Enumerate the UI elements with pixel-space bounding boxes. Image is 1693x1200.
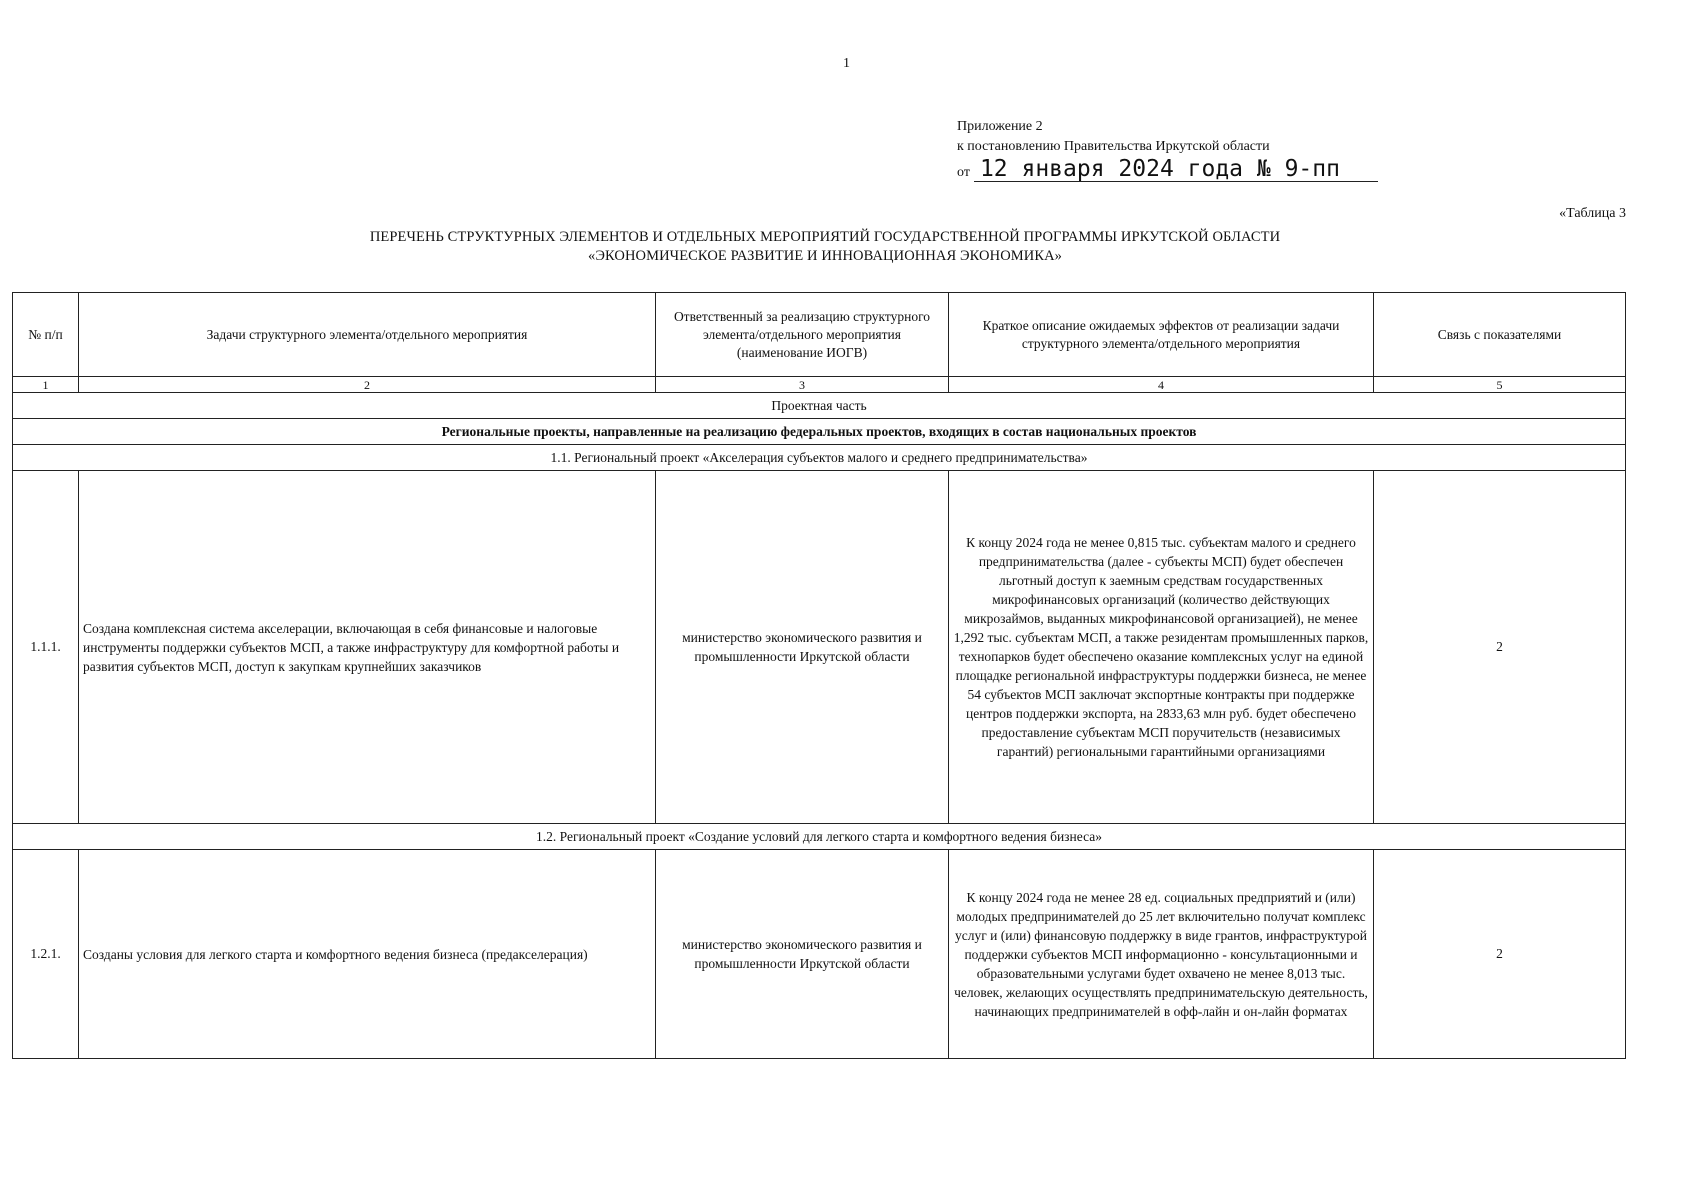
section-row xyxy=(13,824,1626,850)
row-indicator: 2 xyxy=(1374,850,1626,1059)
column-number: 1 xyxy=(13,377,79,393)
row-number: 1.1.1. xyxy=(13,471,79,824)
appendix-decree: к постановлению Правительства Иркутской области xyxy=(957,139,1270,154)
document-title xyxy=(0,228,1650,266)
header-responsible: Ответственный за реализацию структурного элемента/отдельного мероприятия (наименование ИОГВ) xyxy=(656,293,949,377)
row-task: Созданы условия для легкого старта и комфортного ведения бизнеса (предакселерация) xyxy=(79,850,656,1059)
appendix-date: 12 января 2024 года № 9-пп xyxy=(974,157,1378,182)
column-number: 2 xyxy=(79,377,656,393)
row-task: Создана комплексная система акселерации, включающая в себя финансовые и налоговые инструменты поддержки субъектов МСП, а также инфраструктуру для комфортной работы и развития субъектов МСП, доступ к закупкам крупнейших заказчиков xyxy=(79,471,656,824)
appendix-label: Приложение 2 xyxy=(957,119,1043,134)
measures-table xyxy=(12,292,1626,1059)
section-project-part: Проектная часть xyxy=(13,393,1626,419)
title-line-2: «ЭКОНОМИЧЕСКОЕ РАЗВИТИЕ И ИННОВАЦИОННАЯ ЭКОНОМИКА» xyxy=(587,248,1063,264)
row-indicator: 2 xyxy=(1374,471,1626,824)
section-row xyxy=(13,445,1626,471)
table-row xyxy=(13,850,1626,1059)
row-description: К концу 2024 года не менее 0,815 тыс. субъектам малого и среднего предпринимательства (далее - субъекты МСП) будет обеспечен льготный доступ к заемным средствам государственных микрофинансовых организаций (количество действующих микрозаймов, выданных микрофинансовой организацией), не менее 1,292 тыс. субъектам МСП, а также резидентам промышленных парков, технопарков будет обеспечено оказание комплексных услуг на единой площадке региональной инфраструктуры поддержки бизнеса, не менее 54 субъектов МСП заключат экспортные контракты при поддержке центров поддержки экспорта, на 2833,63 млн руб. будет обеспечено предоставление субъектам МСП поручительств (независимых гарантий) региональными гарантийными организациями xyxy=(949,471,1374,824)
row-responsible: министерство экономического развития и промышленности Иркутской области xyxy=(656,471,949,824)
column-number: 3 xyxy=(656,377,949,393)
header-num: № п/п xyxy=(13,293,79,377)
header-indicator: Связь с показателями xyxy=(1374,293,1626,377)
page-number: 1 xyxy=(843,56,850,71)
column-number-row xyxy=(13,377,1626,393)
header-task: Задачи структурного элемента/отдельного мероприятия xyxy=(79,293,656,377)
section-project-1-2: 1.2. Региональный проект «Создание условий для легкого старта и комфортного ведения бизнеса» xyxy=(13,824,1626,850)
row-responsible: министерство экономического развития и промышленности Иркутской области xyxy=(656,850,949,1059)
column-number: 4 xyxy=(949,377,1374,393)
row-number: 1.2.1. xyxy=(13,850,79,1059)
section-project-1-1: 1.1. Региональный проект «Акселерация субъектов малого и среднего предпринимательства» xyxy=(13,445,1626,471)
table-header-row xyxy=(13,293,1626,377)
section-row xyxy=(13,419,1626,445)
row-description: К концу 2024 года не менее 28 ед. социальных предприятий и (или) молодых предпринимателей до 25 лет включительно получат комплекс услуг и (или) финансовую поддержку в виде грантов, инфраструктурой поддержки субъектов МСП информационно - консультационными и образовательными услугами будет охвачено не менее 8,013 тыс. человек, желающих осуществлять предпринимательскую деятельность, начинающих предпринимателей в офф-лайн и он-лайн форматах xyxy=(949,850,1374,1059)
section-row xyxy=(13,393,1626,419)
table-label: «Таблица 3 xyxy=(1559,206,1626,221)
header-description: Краткое описание ожидаемых эффектов от реализации задачи структурного элемента/отдельного мероприятия xyxy=(949,293,1374,377)
appendix-block xyxy=(957,117,1378,182)
appendix-from-label: от xyxy=(957,165,970,180)
section-regional-projects: Региональные проекты, направленные на реализацию федеральных проектов, входящих в состав национальных проектов xyxy=(13,419,1626,445)
column-number: 5 xyxy=(1374,377,1626,393)
title-line-1: ПЕРЕЧЕНЬ СТРУКТУРНЫХ ЭЛЕМЕНТОВ И ОТДЕЛЬНЫХ МЕРОПРИЯТИЙ ГОСУДАРСТВЕННОЙ ПРОГРАММЫ ИРКУТСКОЙ ОБЛАСТИ xyxy=(369,229,1281,245)
appendix-dateline xyxy=(957,157,1378,182)
table-row xyxy=(13,471,1626,824)
